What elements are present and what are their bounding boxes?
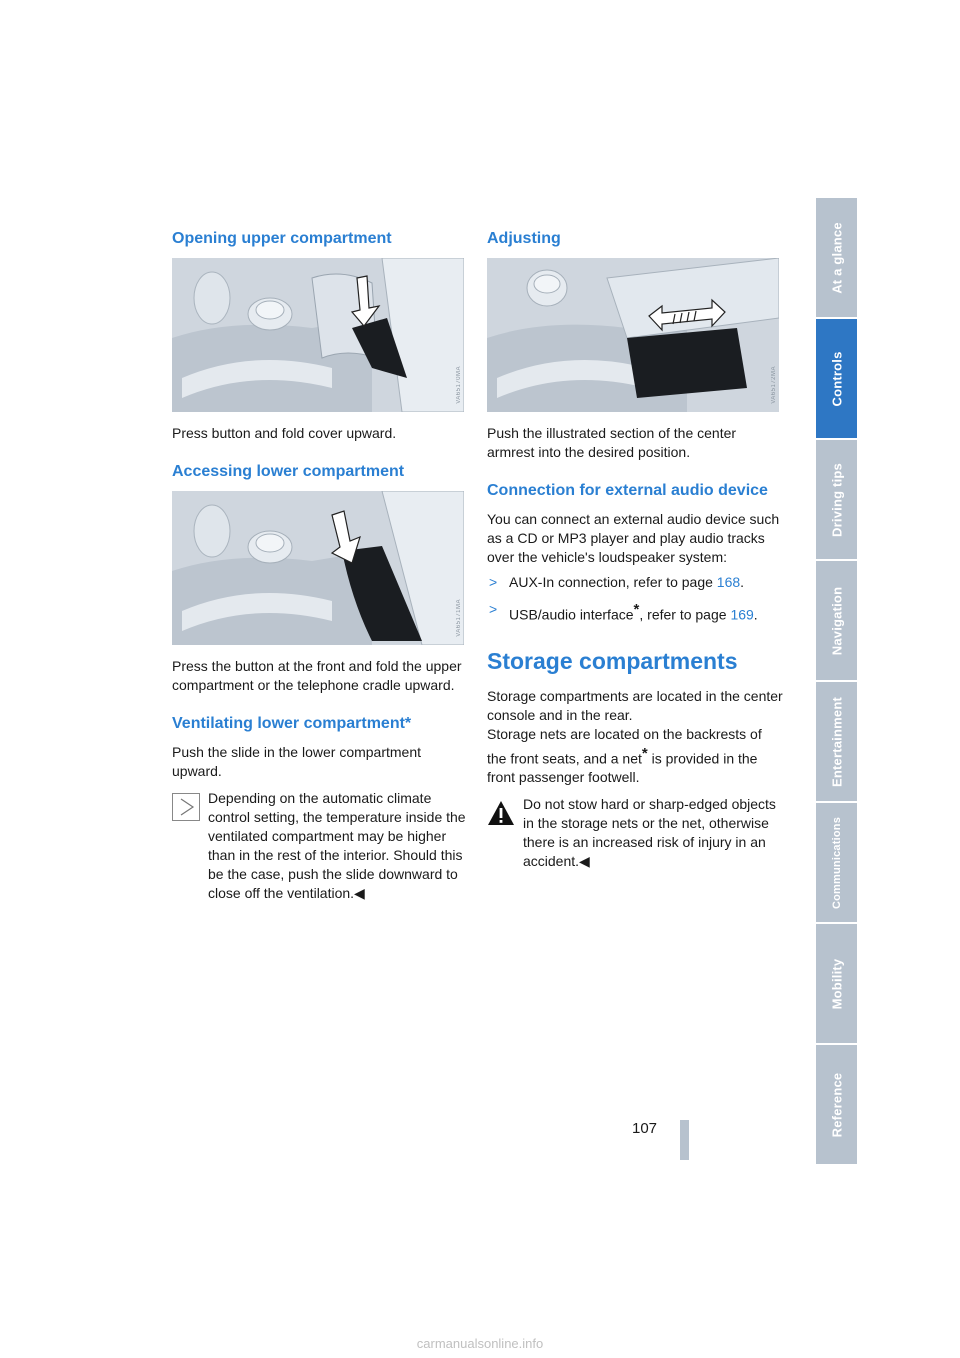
tab-reference[interactable] xyxy=(816,1045,857,1164)
tab-label: Reference xyxy=(829,1072,844,1137)
tab-label: Entertainment xyxy=(829,696,844,787)
bullet-marker: > xyxy=(489,601,498,617)
body-storage-1: Storage compartments are located in the center console and in the rear. xyxy=(487,687,783,723)
bullet-marker: > xyxy=(489,574,498,590)
figure-accessing-lower xyxy=(172,491,464,645)
tab-driving-tips[interactable] xyxy=(816,440,857,559)
heading-adjusting: Adjusting xyxy=(487,230,561,247)
armrest-illustration xyxy=(487,258,779,412)
figure-code: VA65171MA xyxy=(456,599,462,637)
tab-label: Controls xyxy=(829,350,844,407)
triangle-play-icon xyxy=(172,793,200,821)
tab-communications[interactable] xyxy=(816,803,857,922)
note-ventilating-text: Depending on the automatic climate control setting, the temperature inside the ventilated compartment may be higher than in the rest of the interior. Should this be the case, push the slide downward to close off the ventilation.◀ xyxy=(208,790,466,901)
figure-opening-upper xyxy=(172,258,464,412)
console-illustration-upper xyxy=(172,258,464,412)
right-column xyxy=(487,228,783,871)
heading-ventilating-lower: Ventilating lower compartment* xyxy=(172,715,412,732)
tab-label: Navigation xyxy=(829,586,844,655)
tab-label: Communications xyxy=(830,816,843,909)
usb-period: . xyxy=(753,606,758,623)
warning-triangle-icon xyxy=(487,799,515,827)
heading-storage-compartments: Storage compartments xyxy=(487,647,738,674)
tab-entertainment[interactable] xyxy=(816,682,857,801)
caption-opening-upper: Press button and fold cover upward. xyxy=(172,425,397,441)
figure-code: VA65170MA xyxy=(456,366,462,404)
note-ventilating xyxy=(172,789,468,903)
option-star: * xyxy=(633,601,640,618)
audio-list xyxy=(487,573,783,625)
storage-text-b: is provided in the front passenger footwell. xyxy=(487,750,758,786)
chapter-tabs xyxy=(816,198,857,1166)
usb-refer: , refer to page xyxy=(639,606,731,623)
list-item-usb xyxy=(487,600,783,625)
tab-mobility[interactable] xyxy=(816,924,857,1043)
heading-opening-upper: Opening upper compartment xyxy=(172,230,392,247)
body-ventilating-lower: Push the slide in the lower compartment upward. xyxy=(172,744,422,779)
tab-label: Driving tips xyxy=(829,462,844,537)
tab-at-a-glance[interactable] xyxy=(816,198,857,317)
watermark: carmanualsonline.info xyxy=(416,1336,544,1351)
list-item-aux xyxy=(487,573,783,592)
figure-adjusting xyxy=(487,258,779,412)
aux-period: . xyxy=(740,574,745,590)
aux-text: AUX-In connection, refer to page xyxy=(509,574,717,590)
page-number: 107 xyxy=(632,1120,658,1137)
body-external-audio: You can connect an external audio device such as a CD or MP3 player and play audio tracks over the vehicle's loudspeaker system: xyxy=(487,511,780,565)
option-star: * xyxy=(641,744,648,762)
heading-external-audio: Connection for external audio device xyxy=(487,482,768,499)
warning-storage xyxy=(487,795,783,871)
body-storage-2 xyxy=(487,725,783,788)
tab-navigation[interactable] xyxy=(816,561,857,680)
tab-label: Mobility xyxy=(829,958,844,1009)
left-column xyxy=(172,228,468,903)
caption-adjusting: Push the illustrated section of the center armrest into the desired position. xyxy=(487,425,737,460)
warning-storage-text: Do not stow hard or sharp-edged objects in the storage nets or the net, otherwise there is an increased risk of injury in an accident.◀ xyxy=(523,796,776,870)
storage-text-a: Storage nets are located on the backrests of the front seats, and a net xyxy=(487,725,762,767)
heading-accessing-lower: Accessing lower compartment xyxy=(172,463,405,480)
page-number-bar xyxy=(680,1120,689,1160)
console-illustration-lower xyxy=(172,491,464,645)
page-link-169[interactable]: 169 xyxy=(730,606,754,623)
caption-accessing-lower: Press the button at the front and fold the upper compartment or the telephone cradle upward. xyxy=(172,658,462,693)
page-link-168[interactable]: 168 xyxy=(716,574,741,590)
tab-label: At a glance xyxy=(829,221,844,294)
tab-controls[interactable] xyxy=(816,319,857,438)
figure-code: VA65172MA xyxy=(771,366,777,404)
usb-text: USB/audio interface xyxy=(509,606,634,623)
